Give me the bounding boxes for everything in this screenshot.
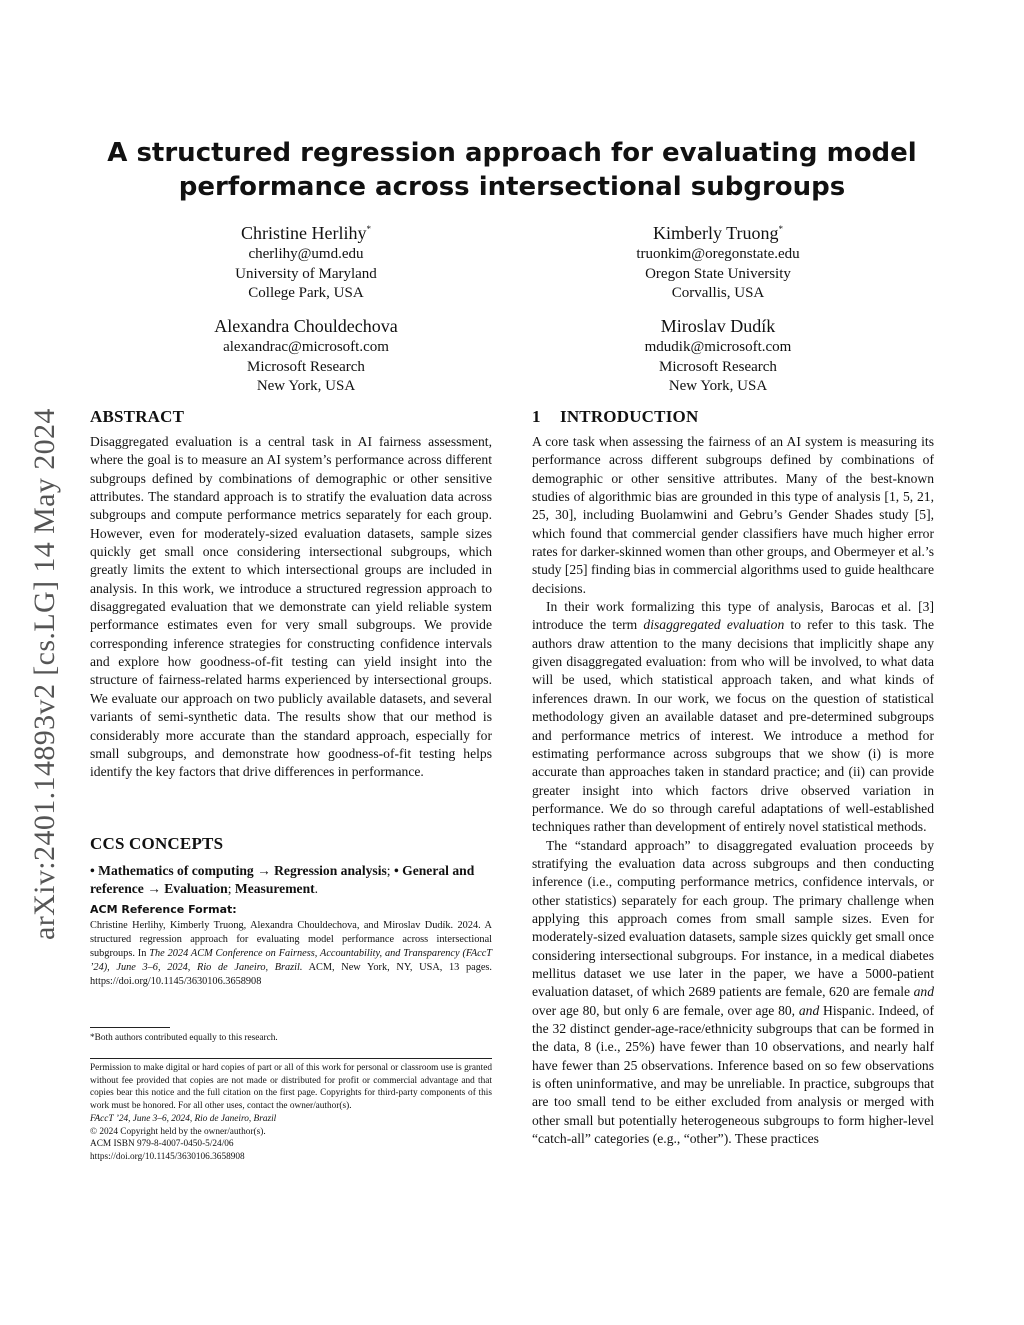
author-name: Kimberly Truong — [652, 223, 779, 243]
acm-reference-citation: Christine Herlihy, Kimberly Truong, Alexandra Chouldechova, and Miroslav Dudík. 2024. A structured regression approach for evaluating model performance across intersectional subgroups. In — [90, 920, 492, 960]
paper-title — [90, 136, 934, 204]
intro-p3-text: The “standard approach” to disaggregated evaluation proceeds by stratifying the evaluation data across subgroups and then conducting inference (i.e., computing performance metrics, confidence intervals, or other statistics) separately for each group. The primary challenge when applying this approach comes from small sample sizes. Even for moderately-sized evaluation datasets, sample sizes quickly get small once considering intersectional subgroups. For instance, in a medical diabetes mellitus dataset we use later in the paper, we have a 5000-patient evaluation dataset, of which 2689 patients are female, 620 are female — [532, 837, 934, 1000]
ccs-heading: CCS CONCEPTS — [90, 834, 224, 853]
author-block-3 — [136, 314, 476, 397]
introduction-section — [532, 406, 934, 1148]
author-name: Miroslav Dudík — [660, 316, 776, 336]
footnote-rule — [90, 1027, 170, 1028]
arxiv-side-stamp: arXiv:2401.14893v2 [cs.LG] 14 May 2024 — [28, 408, 61, 940]
author-block-4 — [548, 314, 888, 397]
intro-p3-emphasis: and — [913, 984, 934, 1000]
author-email: cherlihy@umd.edu — [248, 246, 364, 262]
abstract-text: Disaggregated evaluation is a central task in AI fairness assessment, where the goal is to measure an AI system’s performance across different subgroups defined by combinations of demographic or other sensitive attributes. The standard approach is to stratify the evaluation data across subgroups and compute performance metrics separately for each group. However, even for moderately-sized evaluation datasets, sample sizes quickly get small once considering intersectional subgroups, which greatly limits the extent to which intersectional groups are included in analysis. In this work, we introduce a structured regression approach to disaggregated evaluation that we demonstrate can yield reliable system performance estimates even for very small subgroups. We provide corresponding inference strategies for constructing confidence intervals and explore how goodness-of-fit testing can yield insight into the structure of fairness-related harms experienced by intersectional groups. We evaluate our approach on two publicly available datasets, and several variants of semi-synthetic data. The results show that our method is considerably more accurate than the standard approach, especially for small subgroups, and demonstrate how goodness-of-fit testing helps identify the key factors that drive differences in performance. — [90, 434, 492, 780]
intro-p2-text: In their work formalizing this type of analysis, Barocas et al. [3] introduce the term — [532, 599, 934, 633]
intro-p2-term: disaggregated evaluation — [643, 617, 785, 633]
equal-contribution-mark: * — [366, 224, 371, 234]
permission-venue: FAccT ’24, June 3–6, 2024, Rio de Janeiro, Brazil — [90, 1113, 277, 1124]
ccs-end: . — [314, 881, 319, 897]
author-affiliation: Microsoft Research — [659, 358, 777, 375]
intro-paragraph-2 — [532, 598, 934, 836]
footnote — [90, 1032, 492, 1045]
title-line-1: A structured regression approach for evaluating model — [107, 138, 917, 168]
permission-block — [90, 1062, 492, 1164]
ccs-separator: ; — [386, 863, 394, 878]
intro-p3-text: Hispanic. Indeed, of the 32 distinct gender-age-race/ethnicity subgroups that can be formed in the data, 8 (i.e., 25%) have fewer than 10 observations, and nearly half have fewer than 25 observations. Inference based on so few observations is often uninformative, and may be unreliable. In practice, subgroups that are too small tend to be either excluded from analysis or merged with other small but potentially heterogeneous subgroups to form higher-level “catch-all” categories (e.g., “other”). These practices — [532, 1002, 935, 1147]
intro-p3-emphasis: and — [798, 1002, 820, 1018]
title-line-2: performance across intersectional subgroups — [178, 172, 846, 202]
intro-paragraph-3 — [532, 837, 934, 1149]
author-affiliation: Oregon State University — [645, 265, 791, 282]
acm-reference-doi: ACM, New York, NY, USA, 13 pages. https://doi.org/10.1145/3630106.3658908 — [90, 962, 492, 988]
intro-p2-text: to refer to this task. The authors draw attention to the many decisions that implicitly shape any given disaggregated evaluation: from who will be involved, to what data will be used, which statistical approach taken, and what kinds of inferences drawn. In our work, we focus on the question of statistical methodology given an available dataset and pre-determined subgroups and performance metrics of interest. We introduce a method for estimating performance across subgroups that we show (i) is more accurate than approaches taken in standard practice; and (ii) can provide greater insight into which factors drive observed variation in performance. We do so through careful adaptations of well-established techniques rather than development of entirely novel statistical methods. — [532, 617, 934, 835]
abstract-heading: ABSTRACT — [90, 407, 185, 426]
author-email: truonkim@oregonstate.edu — [636, 246, 800, 262]
author-email: mdudik@microsoft.com — [644, 339, 792, 355]
author-location: Corvallis, USA — [671, 285, 765, 301]
section-title: INTRODUCTION — [560, 407, 699, 426]
ccs-section — [90, 833, 492, 899]
footnote-text: *Both authors contributed equally to this research. — [90, 1033, 278, 1043]
author-block-1 — [136, 217, 476, 304]
author-name: Christine Herlihy — [241, 223, 367, 243]
ccs-concepts — [90, 862, 492, 899]
intro-paragraph-1: A core task when assessing the fairness of an AI system is measuring its performance across different subgroups defined by combinations of demographic or other sensitive attributes. Many of the best-known studies of algorithmic bias are grounded in this type of analysis [1, 5, 21, 25, 30], including Buolamwini and Gebru’s Gender Shades study [5], which found that commercial gender classifiers have much higher error rates for darker-skinned women than other groups, and Obermeyer et al.’s study [25] finding bias in commercial algorithms used to guide healthcare decisions. — [532, 434, 934, 596]
intro-p3-text: over age 80, but only 6 are female, over age 80, — [532, 1002, 799, 1018]
equal-contribution-mark: * — [778, 224, 784, 234]
permission-isbn: ACM ISBN 979-8-4007-0450-5/24/06 — [90, 1139, 234, 1150]
author-location: New York, USA — [668, 378, 768, 394]
author-location: New York, USA — [256, 378, 356, 394]
author-location: College Park, USA — [248, 285, 364, 301]
author-email: alexandrac@microsoft.com — [223, 339, 389, 355]
acm-reference-text — [90, 919, 492, 989]
author-affiliation: Microsoft Research — [247, 358, 365, 375]
permission-doi: https://doi.org/10.1145/3630106.3658908 — [90, 1151, 245, 1162]
ccs-separator: ; — [227, 881, 235, 897]
introduction-heading — [532, 406, 934, 428]
permission-copyright: © 2024 Copyright held by the owner/author(s). — [90, 1126, 266, 1137]
acm-reference-venue: The 2024 ACM Conference on Fairness, Accountability, and Transparency (FAccT ’24), June 3–6, 2024, Rio de Janeiro, Brazil. — [90, 948, 493, 974]
permission-rule — [90, 1058, 492, 1059]
author-affiliation: University of Maryland — [235, 265, 377, 282]
author-name: Alexandra Chouldechova — [214, 316, 398, 336]
ccs-concept-1: • Mathematics of computing → Regression analysis — [90, 863, 387, 878]
acm-reference — [90, 903, 492, 989]
author-block-2 — [548, 217, 888, 304]
ccs-concept-2: • General and reference → Evaluation — [90, 863, 475, 897]
abstract-section — [90, 406, 492, 782]
permission-text: Permission to make digital or hard copies of part or all of this work for personal or classroom use is granted without fee provided that copies are not made or distributed for profit or commercial advantage and that copies bear this notice and the full citation on the first page. Copyrights for third-party components of this work must be honored. For all other uses, contact the owner/author(s). — [90, 1063, 492, 1112]
section-number: 1 — [532, 407, 541, 426]
acm-reference-heading: ACM Reference Format: — [90, 903, 237, 916]
ccs-concept-3: Measurement — [234, 881, 315, 897]
